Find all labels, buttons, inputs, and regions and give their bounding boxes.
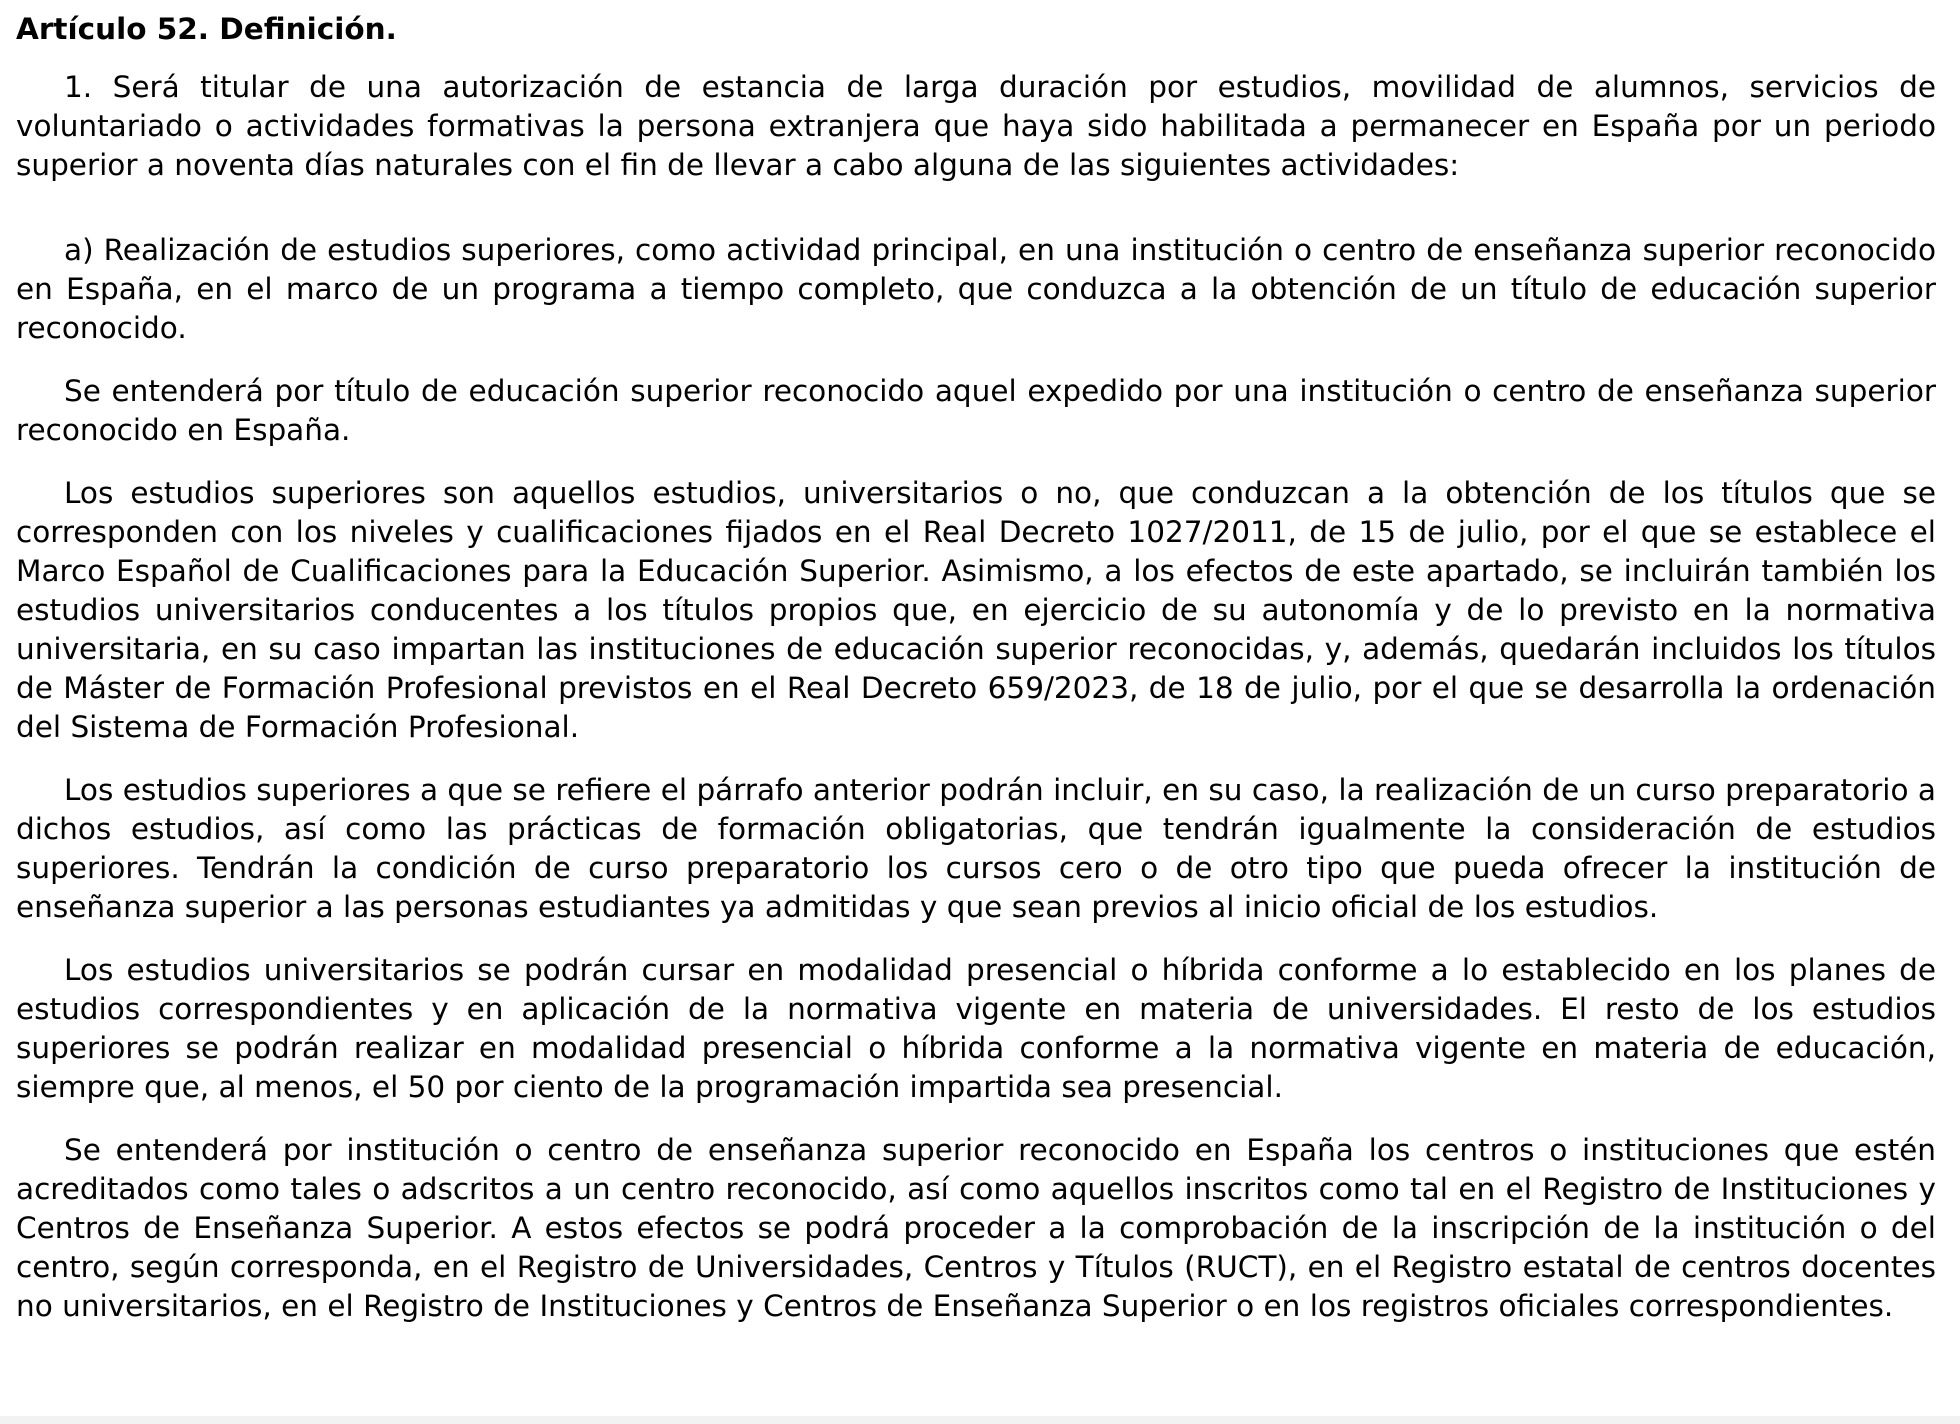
paragraph-institucion-reconocida: Se entenderá por institución o centro de enseñanza superior reconocido en España los centros o instituciones que estén acreditados como tales o adscritos a un centro reconocido, así como aquellos inscritos como tal en el Registro de Instituciones y Centros de Enseñanza Superior. A estos efectos se podrá proceder a la comprobación de la inscripción de la institución o del centro, según corresponda, en el Registro de Universidades, Centros y Títulos (RUCT), en el Registro estatal de centros docentes no universitarios, en el Registro de Instituciones y Centros de Enseñanza Superior o en los registros oficiales correspondientes.	[16, 1133, 1936, 1323]
bottom-edge-shade	[0, 1416, 1960, 1424]
legal-document	[16, 10, 1936, 1350]
paragraph-a: a) Realización de estudios superiores, como actividad principal, en una institución o centro de enseñanza superior reconocido en España, en el marco de un programa a tiempo completo, que conduzca a la obtención de un título de educación superior reconocido.	[16, 233, 1936, 345]
paragraph-estudios-superiores: Los estudios superiores son aquellos estudios, universitarios o no, que conduzcan a la obtención de los títulos que se corresponden con los niveles y cualificaciones fijados en el Real Decreto 1027/2011, de 15 de julio, por el que se establece el Marco Español de Cualificaciones para la Educación Superior. Asimismo, a los efectos de este apartado, se incluirán también los estudios universitarios conducentes a los títulos propios que, en ejercicio de su autonomía y de lo previsto en la normativa universitaria, en su caso impartan las instituciones de educación superior reconocidas, y, además, quedarán incluidos los títulos de Máster de Formación Profesional previstos en el Real Decreto 659/2023, de 18 de julio, por el que se desarrolla la ordenación del Sistema de Formación Profesional.	[16, 476, 1936, 744]
article-title: Artículo 52. Definición.	[16, 12, 397, 46]
paragraph-curso-preparatorio: Los estudios superiores a que se refiere el párrafo anterior podrán incluir, en su caso, la realización de un curso preparatorio a dichos estudios, así como las prácticas de formación obligatorias, que tendrán igualmente la consideración de estudios superiores. Tendrán la condición de curso preparatorio los cursos cero o de otro tipo que pueda ofrecer la institución de enseñanza superior a las personas estudiantes ya admitidas y que sean previos al inicio oficial de los estudios.	[16, 773, 1936, 924]
paragraph-modalidad: Los estudios universitarios se podrán cursar en modalidad presencial o híbrida conforme a lo establecido en los planes de estudios correspondientes y en aplicación de la normativa vigente en materia de universidades. El resto de los estudios superiores se podrán realizar en modalidad presencial o híbrida conforme a la normativa vigente en materia de educación, siempre que, al menos, el 50 por ciento de la programación impartida sea presencial.	[16, 953, 1936, 1104]
paragraph-titulo-definicion: Se entenderá por título de educación superior reconocido aquel expedido por una institución o centro de enseñanza superior reconocido en España.	[16, 374, 1936, 447]
paragraph-1: 1. Será titular de una autorización de estancia de larga duración por estudios, movilidad de alumnos, servicios de voluntariado o actividades formativas la persona extranjera que haya sido habilitada a permanecer en España por un periodo superior a noventa días naturales con el fin de llevar a cabo alguna de las siguientes actividades:	[16, 70, 1936, 182]
